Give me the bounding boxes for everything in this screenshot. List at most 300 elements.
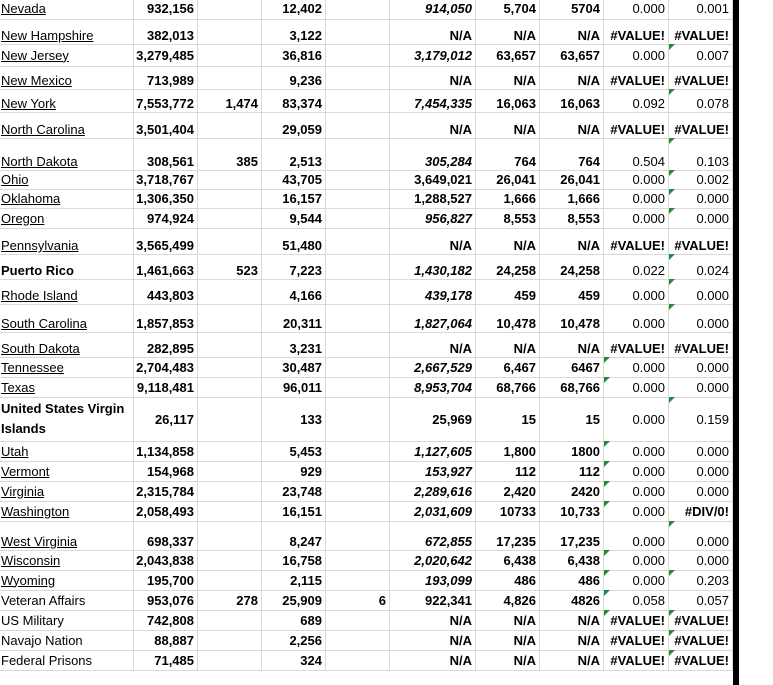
cell-c1[interactable] xyxy=(134,66,198,89)
cell-c2[interactable] xyxy=(198,461,262,481)
cell-c7[interactable] xyxy=(540,254,604,279)
cell-c6[interactable] xyxy=(476,590,540,610)
cell-name[interactable] xyxy=(0,254,134,279)
cell-c9[interactable] xyxy=(669,138,733,170)
cell-c2[interactable] xyxy=(198,19,262,44)
cell-c1[interactable] xyxy=(134,89,198,112)
cell-c3[interactable] xyxy=(262,66,326,89)
cell-c6[interactable] xyxy=(476,304,540,332)
cell-name[interactable] xyxy=(0,66,134,89)
cell-c7[interactable] xyxy=(540,279,604,304)
cell-c3[interactable] xyxy=(262,521,326,550)
cell-c7[interactable] xyxy=(540,138,604,170)
cell-name[interactable] xyxy=(0,377,134,397)
cell-c1[interactable] xyxy=(134,304,198,332)
cell-c8[interactable] xyxy=(604,19,669,44)
cell-c2[interactable] xyxy=(198,138,262,170)
cell-c2[interactable] xyxy=(198,304,262,332)
cell-c4[interactable] xyxy=(326,357,390,377)
cell-name[interactable] xyxy=(0,397,134,441)
cell-name[interactable] xyxy=(0,357,134,377)
cell-c2[interactable] xyxy=(198,332,262,357)
cell-c9[interactable] xyxy=(669,397,733,441)
cell-c6[interactable] xyxy=(476,550,540,570)
cell-name[interactable] xyxy=(0,441,134,461)
cell-c5[interactable] xyxy=(390,112,476,138)
cell-value: 764 xyxy=(578,154,600,169)
cell-c5[interactable] xyxy=(390,521,476,550)
cell-name[interactable] xyxy=(0,208,134,228)
cell-c9[interactable] xyxy=(669,630,733,650)
cell-c1[interactable] xyxy=(134,521,198,550)
cell-c1[interactable] xyxy=(134,208,198,228)
cell-c1[interactable] xyxy=(134,590,198,610)
cell-c6[interactable] xyxy=(476,208,540,228)
cell-c5[interactable] xyxy=(390,279,476,304)
cell-c1[interactable] xyxy=(134,332,198,357)
cell-c5[interactable] xyxy=(390,610,476,630)
cell-c4[interactable] xyxy=(326,19,390,44)
cell-c4[interactable] xyxy=(326,332,390,357)
cell-c5[interactable] xyxy=(390,0,476,19)
cell-c5[interactable] xyxy=(390,441,476,461)
cell-c9[interactable] xyxy=(669,461,733,481)
cell-c4[interactable] xyxy=(326,377,390,397)
cell-c8[interactable] xyxy=(604,138,669,170)
cell-name[interactable] xyxy=(0,501,134,521)
cell-c3[interactable] xyxy=(262,228,326,254)
cell-c7[interactable] xyxy=(540,550,604,570)
cell-name[interactable] xyxy=(0,304,134,332)
cell-c9[interactable] xyxy=(669,650,733,670)
cell-c8[interactable] xyxy=(604,66,669,89)
cell-c1[interactable] xyxy=(134,44,198,66)
cell-c9[interactable] xyxy=(669,0,733,19)
cell-c6[interactable] xyxy=(476,228,540,254)
cell-c6[interactable] xyxy=(476,357,540,377)
cell-c8[interactable] xyxy=(604,357,669,377)
cell-c8[interactable] xyxy=(604,89,669,112)
cell-c3[interactable] xyxy=(262,501,326,521)
cell-c7[interactable] xyxy=(540,112,604,138)
cell-c5[interactable] xyxy=(390,89,476,112)
cell-c1[interactable] xyxy=(134,0,198,19)
cell-c6[interactable] xyxy=(476,570,540,590)
cell-c9[interactable] xyxy=(669,208,733,228)
cell-c6[interactable] xyxy=(476,461,540,481)
cell-c8[interactable] xyxy=(604,441,669,461)
cell-c2[interactable] xyxy=(198,650,262,670)
cell-c1[interactable] xyxy=(134,112,198,138)
cell-c8[interactable] xyxy=(604,332,669,357)
cell-c4[interactable] xyxy=(326,138,390,170)
cell-c6[interactable] xyxy=(476,610,540,630)
cell-c3[interactable] xyxy=(262,461,326,481)
cell-name[interactable] xyxy=(0,550,134,570)
cell-c8[interactable] xyxy=(604,170,669,189)
cell-c4[interactable] xyxy=(326,279,390,304)
cell-c9[interactable] xyxy=(669,170,733,189)
cell-c1[interactable] xyxy=(134,189,198,208)
cell-c7[interactable] xyxy=(540,44,604,66)
cell-c5[interactable] xyxy=(390,332,476,357)
cell-c4[interactable] xyxy=(326,441,390,461)
cell-c3[interactable] xyxy=(262,254,326,279)
cell-c3[interactable] xyxy=(262,590,326,610)
cell-c7[interactable] xyxy=(540,89,604,112)
cell-name[interactable] xyxy=(0,630,134,650)
cell-c4[interactable] xyxy=(326,590,390,610)
cell-c2[interactable] xyxy=(198,44,262,66)
table-row xyxy=(0,521,733,551)
cell-c7[interactable] xyxy=(540,441,604,461)
cell-name[interactable] xyxy=(0,650,134,670)
cell-c4[interactable] xyxy=(326,550,390,570)
cell-name[interactable] xyxy=(0,481,134,501)
cell-c8[interactable] xyxy=(604,397,669,441)
cell-c4[interactable] xyxy=(326,650,390,670)
cell-c3[interactable] xyxy=(262,441,326,461)
cell-c4[interactable] xyxy=(326,461,390,481)
cell-c2[interactable] xyxy=(198,377,262,397)
cell-c6[interactable] xyxy=(476,481,540,501)
cell-name[interactable] xyxy=(0,590,134,610)
cell-c4[interactable] xyxy=(326,501,390,521)
cell-c8[interactable] xyxy=(604,208,669,228)
cell-c3[interactable] xyxy=(262,630,326,650)
cell-c6[interactable] xyxy=(476,397,540,441)
cell-c7[interactable] xyxy=(540,0,604,19)
cell-c8[interactable] xyxy=(604,521,669,550)
cell-c6[interactable] xyxy=(476,441,540,461)
cell-c7[interactable] xyxy=(540,461,604,481)
cell-c6[interactable] xyxy=(476,501,540,521)
cell-value: 974,924 xyxy=(147,210,194,226)
cell-c7[interactable] xyxy=(540,189,604,208)
cell-c3[interactable] xyxy=(262,170,326,189)
cell-c6[interactable] xyxy=(476,0,540,19)
cell-c4[interactable] xyxy=(326,228,390,254)
cell-c9[interactable] xyxy=(669,112,733,138)
cell-c1[interactable] xyxy=(134,228,198,254)
cell-c8[interactable] xyxy=(604,279,669,304)
cell-c4[interactable] xyxy=(326,189,390,208)
cell-c5[interactable] xyxy=(390,501,476,521)
cell-c6[interactable] xyxy=(476,189,540,208)
cell-name[interactable] xyxy=(0,112,134,138)
cell-name[interactable] xyxy=(0,228,134,254)
cell-c3[interactable] xyxy=(262,19,326,44)
cell-c6[interactable] xyxy=(476,521,540,550)
cell-c1[interactable] xyxy=(134,550,198,570)
cell-c1[interactable] xyxy=(134,570,198,590)
cell-value: 10,733 xyxy=(560,503,600,519)
cell-c9[interactable] xyxy=(669,44,733,66)
cell-c2[interactable] xyxy=(198,66,262,89)
cell-c7[interactable] xyxy=(540,357,604,377)
cell-c7[interactable] xyxy=(540,481,604,501)
cell-c4[interactable] xyxy=(326,170,390,189)
cell-c7[interactable] xyxy=(540,19,604,44)
cell-name[interactable] xyxy=(0,19,134,44)
cell-c3[interactable] xyxy=(262,89,326,112)
cell-value: 7,223 xyxy=(289,263,322,278)
cell-c5[interactable] xyxy=(390,304,476,332)
cell-c1[interactable] xyxy=(134,377,198,397)
cell-c1[interactable] xyxy=(134,254,198,279)
cell-c4[interactable] xyxy=(326,610,390,630)
cell-c8[interactable] xyxy=(604,228,669,254)
cell-c3[interactable] xyxy=(262,0,326,19)
cell-c7[interactable] xyxy=(540,630,604,650)
cell-c5[interactable] xyxy=(390,570,476,590)
cell-c6[interactable] xyxy=(476,332,540,357)
cell-c4[interactable] xyxy=(326,570,390,590)
cell-name[interactable] xyxy=(0,44,134,66)
cell-c2[interactable] xyxy=(198,112,262,138)
cell-c9[interactable] xyxy=(669,377,733,397)
cell-c1[interactable] xyxy=(134,650,198,670)
cell-name[interactable] xyxy=(0,332,134,357)
cell-c1[interactable] xyxy=(134,610,198,630)
cell-c7[interactable] xyxy=(540,208,604,228)
cell-c2[interactable] xyxy=(198,189,262,208)
cell-c7[interactable] xyxy=(540,304,604,332)
cell-c2[interactable] xyxy=(198,228,262,254)
cell-c5[interactable] xyxy=(390,254,476,279)
cell-c9[interactable] xyxy=(669,550,733,570)
cell-c8[interactable] xyxy=(604,610,669,630)
cell-c3[interactable] xyxy=(262,481,326,501)
cell-name[interactable] xyxy=(0,279,134,304)
cell-c9[interactable] xyxy=(669,228,733,254)
cell-c7[interactable] xyxy=(540,610,604,630)
cell-c1[interactable] xyxy=(134,630,198,650)
cell-c9[interactable] xyxy=(669,357,733,377)
cell-c5[interactable] xyxy=(390,170,476,189)
cell-c9[interactable] xyxy=(669,19,733,44)
cell-c8[interactable] xyxy=(604,481,669,501)
cell-c5[interactable] xyxy=(390,44,476,66)
cell-c7[interactable] xyxy=(540,521,604,550)
cell-c2[interactable] xyxy=(198,610,262,630)
cell-c9[interactable] xyxy=(669,279,733,304)
cell-c3[interactable] xyxy=(262,138,326,170)
cell-c4[interactable] xyxy=(326,254,390,279)
cell-c2[interactable] xyxy=(198,630,262,650)
cell-name[interactable] xyxy=(0,170,134,189)
cell-c6[interactable] xyxy=(476,89,540,112)
cell-c4[interactable] xyxy=(326,521,390,550)
cell-c2[interactable] xyxy=(198,279,262,304)
cell-c8[interactable] xyxy=(604,112,669,138)
cell-c5[interactable] xyxy=(390,550,476,570)
cell-c9[interactable] xyxy=(669,189,733,208)
cell-c9[interactable] xyxy=(669,481,733,501)
cell-c3[interactable] xyxy=(262,550,326,570)
cell-c8[interactable] xyxy=(604,0,669,19)
cell-c7[interactable] xyxy=(540,650,604,670)
cell-c2[interactable] xyxy=(198,570,262,590)
cell-c6[interactable] xyxy=(476,650,540,670)
cell-c4[interactable] xyxy=(326,89,390,112)
cell-c5[interactable] xyxy=(390,138,476,170)
cell-c7[interactable] xyxy=(540,590,604,610)
cell-c2[interactable] xyxy=(198,208,262,228)
cell-c6[interactable] xyxy=(476,630,540,650)
cell-c3[interactable] xyxy=(262,377,326,397)
cell-c1[interactable] xyxy=(134,279,198,304)
cell-c3[interactable] xyxy=(262,189,326,208)
cell-name[interactable] xyxy=(0,0,134,19)
cell-c5[interactable] xyxy=(390,19,476,44)
cell-c3[interactable] xyxy=(262,397,326,441)
cell-c8[interactable] xyxy=(604,304,669,332)
cell-c8[interactable] xyxy=(604,650,669,670)
cell-name[interactable] xyxy=(0,138,134,170)
cell-c3[interactable] xyxy=(262,357,326,377)
cell-c1[interactable] xyxy=(134,481,198,501)
cell-c4[interactable] xyxy=(326,304,390,332)
cell-c4[interactable] xyxy=(326,208,390,228)
cell-c3[interactable] xyxy=(262,44,326,66)
cell-c8[interactable] xyxy=(604,254,669,279)
cell-c7[interactable] xyxy=(540,66,604,89)
cell-c1[interactable] xyxy=(134,138,198,170)
cell-c5[interactable] xyxy=(390,461,476,481)
cell-name[interactable] xyxy=(0,570,134,590)
cell-c4[interactable] xyxy=(326,0,390,19)
cell-name[interactable] xyxy=(0,521,134,550)
row-label: Federal Prisons xyxy=(1,652,93,668)
cell-name[interactable] xyxy=(0,610,134,630)
cell-c8[interactable] xyxy=(604,44,669,66)
cell-c1[interactable] xyxy=(134,19,198,44)
cell-c6[interactable] xyxy=(476,138,540,170)
cell-c9[interactable] xyxy=(669,610,733,630)
cell-c8[interactable] xyxy=(604,590,669,610)
cell-c2[interactable] xyxy=(198,89,262,112)
cell-c2[interactable] xyxy=(198,441,262,461)
cell-c6[interactable] xyxy=(476,44,540,66)
cell-c9[interactable] xyxy=(669,89,733,112)
cell-c2[interactable] xyxy=(198,481,262,501)
cell-c5[interactable] xyxy=(390,228,476,254)
cell-c8[interactable] xyxy=(604,570,669,590)
cell-c6[interactable] xyxy=(476,279,540,304)
cell-c5[interactable] xyxy=(390,357,476,377)
cell-c9[interactable] xyxy=(669,254,733,279)
cell-c7[interactable] xyxy=(540,228,604,254)
cell-c5[interactable] xyxy=(390,630,476,650)
cell-c1[interactable] xyxy=(134,170,198,189)
cell-c4[interactable] xyxy=(326,481,390,501)
cell-c2[interactable] xyxy=(198,170,262,189)
cell-c1[interactable] xyxy=(134,441,198,461)
table-row xyxy=(0,570,733,591)
cell-name[interactable] xyxy=(0,89,134,112)
cell-c7[interactable] xyxy=(540,397,604,441)
cell-c9[interactable] xyxy=(669,304,733,332)
cell-c5[interactable] xyxy=(390,650,476,670)
cell-c2[interactable] xyxy=(198,357,262,377)
cell-c5[interactable] xyxy=(390,377,476,397)
cell-c9[interactable] xyxy=(669,501,733,521)
cell-c4[interactable] xyxy=(326,66,390,89)
cell-c5[interactable] xyxy=(390,189,476,208)
cell-c1[interactable] xyxy=(134,357,198,377)
cell-c6[interactable] xyxy=(476,170,540,189)
cell-c3[interactable] xyxy=(262,570,326,590)
cell-c2[interactable] xyxy=(198,590,262,610)
cell-c8[interactable] xyxy=(604,189,669,208)
cell-c5[interactable] xyxy=(390,481,476,501)
cell-c3[interactable] xyxy=(262,650,326,670)
cell-c5[interactable] xyxy=(390,208,476,228)
cell-c1[interactable] xyxy=(134,397,198,441)
cell-c5[interactable] xyxy=(390,397,476,441)
cell-c2[interactable] xyxy=(198,254,262,279)
cell-c1[interactable] xyxy=(134,501,198,521)
cell-name[interactable] xyxy=(0,461,134,481)
cell-c9[interactable] xyxy=(669,570,733,590)
cell-c7[interactable] xyxy=(540,501,604,521)
cell-c9[interactable] xyxy=(669,590,733,610)
cell-c1[interactable] xyxy=(134,461,198,481)
cell-c9[interactable] xyxy=(669,441,733,461)
cell-c2[interactable] xyxy=(198,550,262,570)
cell-c3[interactable] xyxy=(262,112,326,138)
cell-c9[interactable] xyxy=(669,332,733,357)
cell-c7[interactable] xyxy=(540,170,604,189)
cell-c5[interactable] xyxy=(390,66,476,89)
cell-c8[interactable] xyxy=(604,461,669,481)
cell-name[interactable] xyxy=(0,189,134,208)
cell-value: 385 xyxy=(236,154,258,169)
cell-c6[interactable] xyxy=(476,112,540,138)
cell-c8[interactable] xyxy=(604,550,669,570)
cell-c9[interactable] xyxy=(669,66,733,89)
cell-c7[interactable] xyxy=(540,332,604,357)
cell-c6[interactable] xyxy=(476,66,540,89)
cell-c8[interactable] xyxy=(604,501,669,521)
cell-c6[interactable] xyxy=(476,377,540,397)
cell-c2[interactable] xyxy=(198,0,262,19)
cell-c2[interactable] xyxy=(198,521,262,550)
cell-c6[interactable] xyxy=(476,19,540,44)
cell-c6[interactable] xyxy=(476,254,540,279)
cell-c8[interactable] xyxy=(604,630,669,650)
cell-c3[interactable] xyxy=(262,208,326,228)
cell-value: 6,438 xyxy=(503,552,536,568)
cell-c3[interactable] xyxy=(262,304,326,332)
cell-c4[interactable] xyxy=(326,44,390,66)
cell-c5[interactable] xyxy=(390,590,476,610)
cell-c7[interactable] xyxy=(540,570,604,590)
cell-c3[interactable] xyxy=(262,279,326,304)
cell-c2[interactable] xyxy=(198,501,262,521)
cell-c2[interactable] xyxy=(198,397,262,441)
cell-value: 3,718,767 xyxy=(136,172,194,187)
cell-c3[interactable] xyxy=(262,610,326,630)
cell-c4[interactable] xyxy=(326,112,390,138)
cell-c4[interactable] xyxy=(326,397,390,441)
cell-c4[interactable] xyxy=(326,630,390,650)
cell-c9[interactable] xyxy=(669,521,733,550)
cell-c8[interactable] xyxy=(604,377,669,397)
cell-c3[interactable] xyxy=(262,332,326,357)
cell-c7[interactable] xyxy=(540,377,604,397)
